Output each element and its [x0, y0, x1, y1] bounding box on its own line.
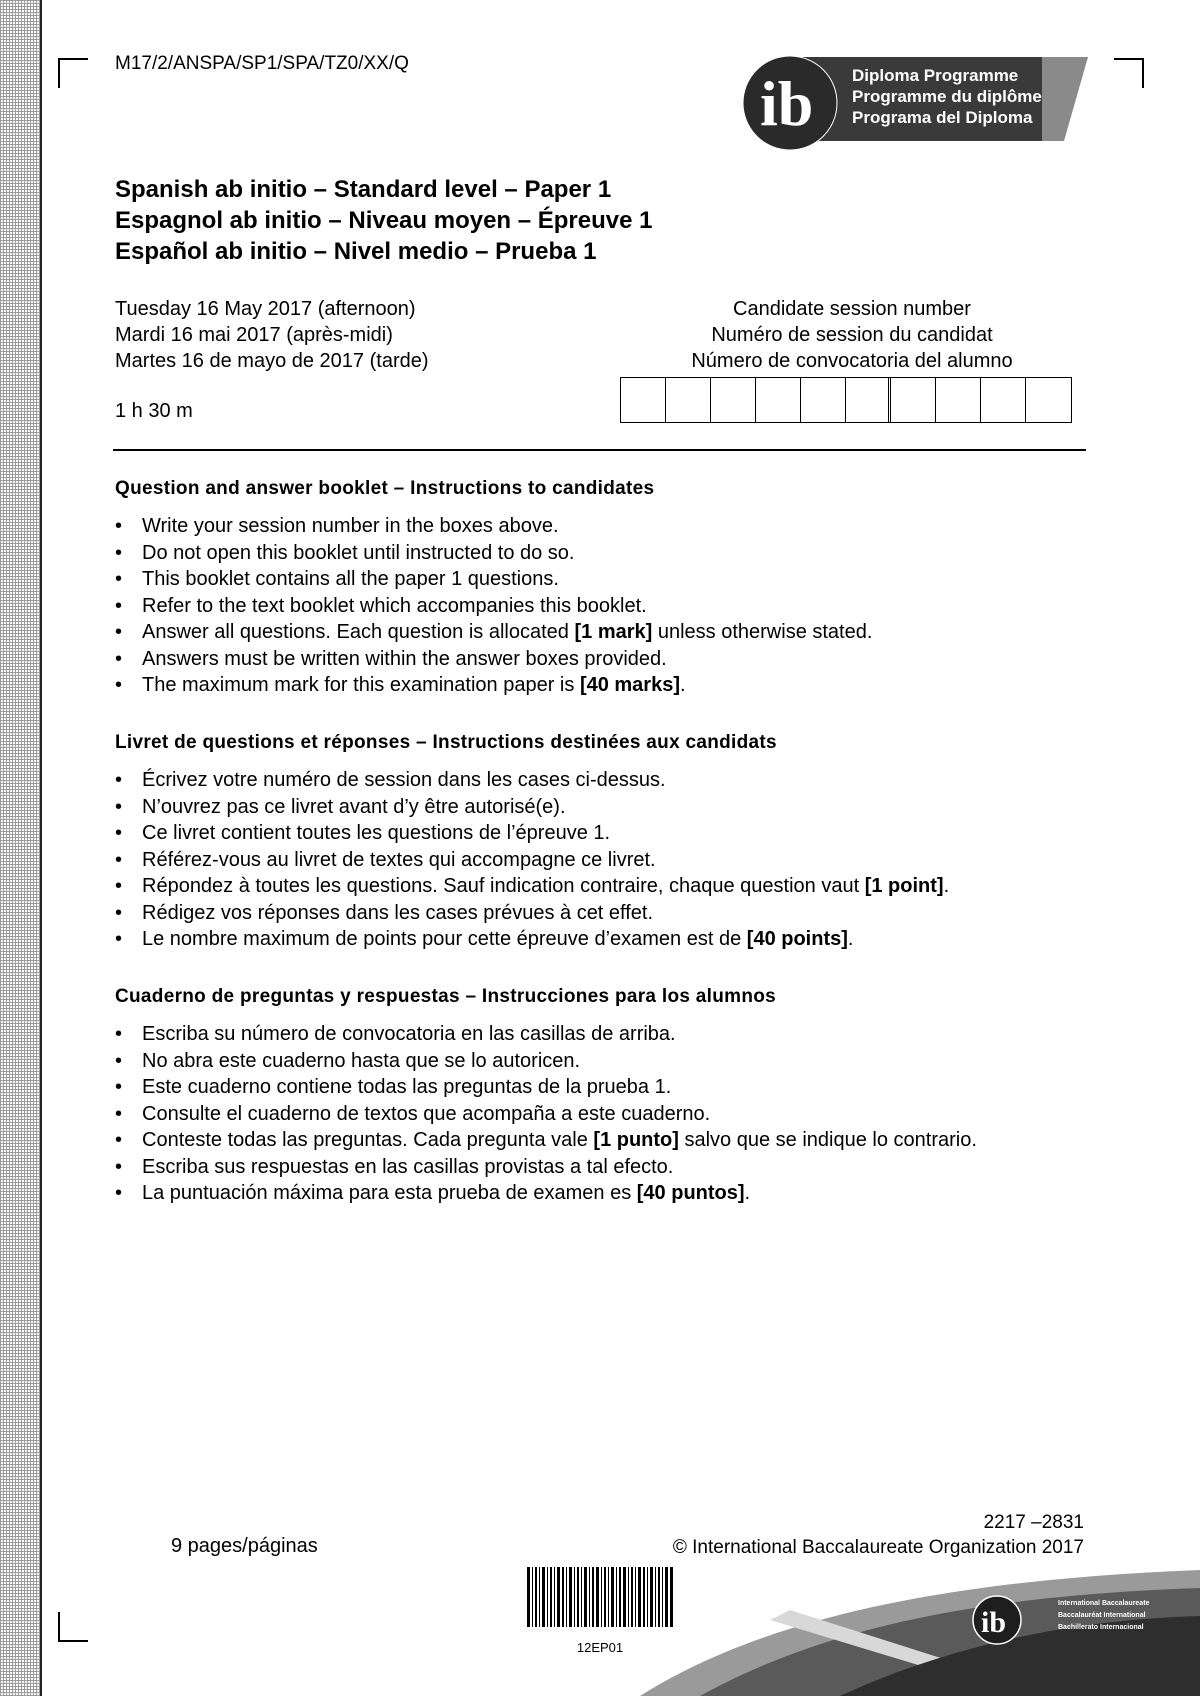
logo-line-2: Programme du diplôme	[852, 87, 1042, 106]
instructions-spanish	[115, 986, 977, 1207]
ibo-line-1: International Baccalaureate	[1058, 1600, 1150, 1607]
instruction-item: • Rédigez vos réponses dans les cases prévues à cet effet.	[115, 900, 949, 927]
section-heading: Cuaderno de preguntas y respuestas – Instrucciones para los alumnos	[115, 986, 777, 1007]
session-digit-box[interactable]	[801, 378, 846, 422]
binding-strip	[0, 0, 42, 1696]
ibo-line-3: Bachillerato Internacional	[1058, 1624, 1144, 1631]
mark-allocation: [1 point]	[864, 875, 944, 897]
ibo-line-2: Baccalauréat International	[1058, 1612, 1146, 1619]
instruction-item: • Consulte el cuaderno de textos que acompaña a este cuaderno.	[115, 1101, 977, 1128]
ibo-footer-logo	[640, 1560, 1200, 1696]
session-digit-box[interactable]	[1026, 378, 1071, 422]
crop-mark-bottom-left	[58, 1612, 88, 1642]
barcode-label: 12EP01	[576, 1640, 624, 1655]
date-spanish: Martes 16 de mayo de 2017 (tarde)	[115, 350, 429, 372]
svg-text:ib: ib	[760, 68, 814, 139]
instruction-item: • Ce livret contient toutes les questions de l’épreuve 1.	[115, 820, 949, 847]
session-digit-box[interactable]	[936, 378, 981, 422]
document-number: 2217 –2831	[983, 1512, 1084, 1533]
instruction-item: • Répondez à toutes les questions. Sauf indication contraire, chaque question vaut [1 point].	[115, 873, 949, 900]
max-marks: [40 marks]	[579, 674, 680, 696]
instruction-item: • Le nombre maximum de points pour cette épreuve d’examen est de [40 points].	[115, 926, 949, 953]
instruction-item: • No abra este cuaderno hasta que se lo autoricen.	[115, 1048, 977, 1075]
logo-line-1: Diploma Programme	[852, 66, 1019, 85]
instruction-item: • N’ouvrez pas ce livret avant d’y être autorisé(e).	[115, 794, 949, 821]
date-english: Tuesday 16 May 2017 (afternoon)	[115, 298, 416, 320]
session-number-labels	[620, 296, 1084, 374]
session-label-english: Candidate session number	[733, 298, 971, 320]
svg-text:ib: ib	[981, 1606, 1007, 1639]
session-number-boxes[interactable]	[620, 377, 1072, 423]
session-digit-box[interactable]	[891, 378, 936, 422]
exam-titles	[115, 174, 653, 267]
session-label-spanish: Número de convocatoria del alumno	[691, 350, 1013, 372]
exam-duration: 1 h 30 m	[115, 400, 193, 422]
instruction-item: • Escriba sus respuestas en las casillas provistas a tal efecto.	[115, 1154, 977, 1181]
instruction-item: • Conteste todas las preguntas. Cada pregunta vale [1 punto] salvo que se indique lo contrario.	[115, 1127, 977, 1154]
max-marks: [40 points]	[746, 928, 848, 950]
instruction-item: • Écrivez votre numéro de session dans les cases ci-dessus.	[115, 767, 949, 794]
logo-line-3: Programa del Diploma	[852, 108, 1033, 127]
instructions-english	[115, 478, 872, 699]
instruction-item: • Référez-vous au livret de textes qui accompagne ce livret.	[115, 847, 949, 874]
session-digit-box[interactable]	[981, 378, 1026, 422]
instruction-item: • Escriba su número de convocatoria en las casillas de arriba.	[115, 1021, 977, 1048]
instruction-item: • Write your session number in the boxes above.	[115, 513, 872, 540]
session-digit-box[interactable]	[666, 378, 711, 422]
instruction-list	[115, 767, 949, 953]
session-digit-box[interactable]	[846, 378, 891, 422]
page-count: 9 pages/páginas	[171, 1535, 318, 1557]
instructions-french	[115, 732, 949, 953]
exam-dates	[115, 296, 429, 374]
session-digit-box[interactable]	[621, 378, 666, 422]
section-heading: Question and answer booklet – Instructions to candidates	[115, 478, 655, 499]
mark-allocation: [1 mark]	[574, 621, 653, 643]
date-french: Mardi 16 mai 2017 (après-midi)	[115, 324, 393, 346]
session-digit-box[interactable]	[756, 378, 801, 422]
section-heading: Livret de questions et réponses – Instructions destinées aux candidats	[115, 732, 777, 753]
title-spanish: Español ab initio – Nivel medio – Prueba 1	[115, 238, 597, 265]
instruction-item: • The maximum mark for this examination paper is [40 marks].	[115, 672, 872, 699]
title-french: Espagnol ab initio – Niveau moyen – Épreuve 1	[115, 207, 653, 234]
paper-code: M17/2/ANSPA/SP1/SPA/TZ0/XX/Q	[115, 53, 409, 74]
ib-diploma-logo	[742, 55, 1088, 151]
instruction-item: • La puntuación máxima para esta prueba de examen es [40 puntos].	[115, 1180, 977, 1207]
instruction-list	[115, 513, 872, 699]
instruction-item: • Answer all questions. Each question is allocated [1 mark] unless otherwise stated.	[115, 619, 872, 646]
mark-allocation: [1 punto]	[593, 1129, 679, 1151]
crop-mark-top-left	[58, 58, 88, 88]
session-digit-box[interactable]	[711, 378, 756, 422]
header-divider	[113, 449, 1086, 451]
session-label-french: Numéro de session du candidat	[711, 324, 993, 346]
instruction-item: • This booklet contains all the paper 1 questions.	[115, 566, 872, 593]
instruction-item: • Answers must be written within the answer boxes provided.	[115, 646, 872, 673]
instruction-item: • Refer to the text booklet which accompanies this booklet.	[115, 593, 872, 620]
copyright-notice: © International Baccalaureate Organization 2017	[672, 1537, 1084, 1558]
crop-mark-top-right	[1114, 58, 1144, 88]
instruction-item: • Este cuaderno contiene todas las preguntas de la prueba 1.	[115, 1074, 977, 1101]
instruction-item: • Do not open this booklet until instructed to do so.	[115, 540, 872, 567]
instruction-list	[115, 1021, 977, 1207]
footer-reference	[673, 1510, 1084, 1560]
title-english: Spanish ab initio – Standard level – Paper 1	[115, 176, 612, 203]
max-marks: [40 puntos]	[636, 1182, 745, 1204]
